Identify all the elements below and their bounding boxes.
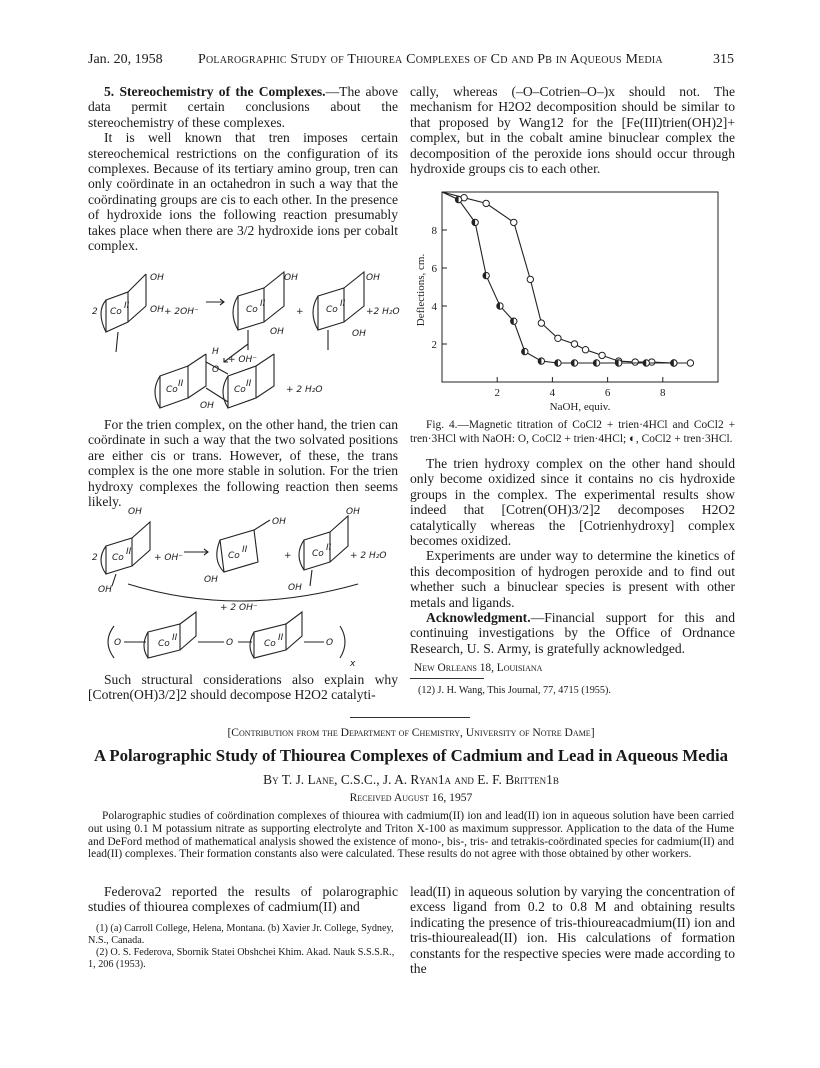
- svg-text:x: x: [350, 659, 356, 669]
- svg-text:2: 2: [92, 307, 98, 317]
- svg-text:II: II: [178, 379, 184, 389]
- article-right-column: [410, 884, 735, 976]
- col1-paragraph-2: It is well known that tren imposes certain stereochemical restrictions on the configuration of its complexes. Because of its tertiary amino group, tren can only coördinate in an octahedron in such a way that the coördinating groups are cis to each other. In the presence of hydroxide ions the following reaction presumably takes place when there are 3/2 hydroxide ions per cobalt complex.: [88, 130, 398, 254]
- svg-text:Co: Co: [264, 639, 276, 649]
- svg-text:OH: OH: [346, 507, 360, 517]
- y-tick-label-8: 8: [431, 225, 437, 237]
- svg-text:II: II: [124, 301, 130, 311]
- svg-text:Co: Co: [246, 305, 258, 315]
- svg-text:II: II: [278, 633, 284, 643]
- fig4-chart: [410, 184, 735, 412]
- svg-text:OH: OH: [272, 517, 286, 527]
- header-running-title: Polarographic Study of Thiourea Complexes of Cd and Pb in Aqueous Media: [198, 52, 663, 67]
- series-0-point-8: [582, 347, 588, 353]
- article-separator: [350, 717, 470, 718]
- place-line: New Orleans 18, Louisiana: [414, 662, 543, 675]
- svg-text:II: II: [172, 633, 178, 643]
- header-date: Jan. 20, 1958: [88, 52, 163, 67]
- footnote-rule: [410, 678, 484, 679]
- section-heading: 5. Stereochemistry of the Complexes.: [104, 84, 326, 99]
- series-0-point-14: [687, 360, 693, 366]
- x-tick-label-2: 2: [494, 387, 500, 399]
- y-tick-label-6: 6: [431, 263, 437, 275]
- series-0-point-7: [571, 341, 577, 347]
- svg-text:OH: OH: [270, 327, 284, 337]
- ack-heading: Acknowledgment.: [426, 610, 531, 626]
- series-0-point-6: [555, 335, 561, 341]
- x-tick-label-6: 6: [604, 387, 611, 399]
- svg-text:OH: OH: [204, 575, 218, 585]
- reaction-scheme-2: [88, 500, 403, 672]
- series-0-point-4: [527, 276, 533, 282]
- svg-text:Co: Co: [110, 307, 122, 317]
- col2-lower: Fig. 4.—Magnetic titration of CoCl2 + trien·4HCl and CoCl2 + tren·3HCl with NaOH: O, CoCl2 + trien·4HCl; ◐, CoCl2 + tren·3HCl. The trien hydroxy complex on the other hand should only become oxidized since it contains no cis hydroxide groups in the complex. The experimental results show indeed that [Cotren(OH)3/2]2 decomposes H2O2 catalytically whereas the [Cotrienhydroxy] complex becomes oxidized. Experiments are under way to determine the kinetics of this decomposition of hydrogen peroxide and to find out whether such a binuclear species is present with other metals and ligands. Acknowledgment.—Financial support for this and continuing investigations by the Office of Ordnance Research, U. S. Army, is gratefully acknowledged. New Orleans 18, Louisiana (12) J. H. Wang, This Journal, 77, 4715 (1955).: [410, 419, 735, 697]
- svg-text:OH: OH: [284, 273, 298, 283]
- series-0-point-9: [599, 352, 605, 358]
- col2-paragraph-3: Experiments are under way to determine the kinetics of this decomposition of hydrogen peroxide and to find out whether such a binuclear species is present with other metals and ligands.: [410, 548, 735, 610]
- x-tick-label-8: 8: [660, 387, 666, 399]
- svg-text:O: O: [326, 638, 334, 648]
- svg-text:+ OH⁻: + OH⁻: [228, 355, 258, 365]
- series-0-point-2: [483, 200, 489, 206]
- svg-text:O: O: [212, 365, 220, 375]
- col2-paragraph-1: cally, whereas (–O–Cotrien–O–)x should not. The mechanism for H2O2 decomposition should be similar to that proposed by Wang12 for the [Fe(III)trien(OH)2]+ complex, but in the cobalt amine binuclear complex the decomposition of the peroxide ions should occur through hydroxide groups cis to each other.: [410, 84, 735, 177]
- svg-text:+ OH⁻: + OH⁻: [154, 553, 184, 563]
- svg-text:OH: OH: [98, 585, 112, 595]
- col1-paragraph-4: Such structural considerations also explain why [Cotren(OH)3/2]2 should decompose H2O2 catalyti-: [88, 672, 398, 703]
- svg-text:OH: OH: [366, 273, 380, 283]
- svg-text:+: +: [296, 307, 304, 317]
- svg-text:II: II: [340, 299, 346, 309]
- header-page-number: 315: [713, 52, 734, 67]
- svg-text:Co: Co: [112, 553, 124, 563]
- article-body-right: lead(II) in aqueous solution by varying the concentration of excess ligand from 0.2 to 0.8 M and obtaining results indicating the presence of tris-thioureacadmium(II) ion and tris-thiourealead(II) ion. His calculations of formation constants for the respective species were made according to the: [410, 884, 735, 977]
- article-left-column: [88, 884, 398, 972]
- series-0-point-3: [511, 219, 517, 225]
- svg-text:OH: OH: [150, 305, 164, 315]
- svg-text:2: 2: [92, 553, 98, 563]
- svg-text:+ 2OH⁻: + 2OH⁻: [164, 307, 199, 317]
- svg-text:Co: Co: [312, 549, 324, 559]
- svg-text:O: O: [114, 638, 122, 648]
- col2-paragraph-2: The trien hydroxy complex on the other hand should only become oxidized since it contains no cis hydroxide groups in the complex. The experimental results show indeed that [Cotren(OH)3/2]2 decomposes H2O2 catalytically whereas the [Cotrienhydroxy] complex becomes oxidized.: [410, 456, 735, 549]
- series-0-line: [442, 192, 690, 363]
- chart-x-axis-label: NaOH, equiv.: [549, 401, 611, 412]
- svg-text:Co: Co: [234, 385, 246, 395]
- col1-paragraph-3: For the trien complex, on the other hand, the trien can coördinate in such a way that the two solvated positions are either cis or trans. However, of these, the trans complex is the one more stable in solution. For the trien hydroxy complexes the following reaction then seems likely.: [88, 417, 398, 510]
- y-tick-label-4: 4: [431, 301, 437, 313]
- series-0-point-5: [538, 320, 544, 326]
- svg-text:OH: OH: [352, 329, 366, 339]
- reaction-scheme-1: [88, 262, 403, 414]
- col1-middle-text: [88, 417, 398, 509]
- article-authors: By T. J. Lane, C.S.C., J. A. Ryan1a and E. F. Britten1b: [263, 772, 559, 787]
- svg-text:Co: Co: [158, 639, 170, 649]
- svg-text:Co: Co: [166, 385, 178, 395]
- footnote-2: (2) O. S. Federova, Sbornik Statei Obshchei Khim. Akad. Nauk S.S.S.R., 1, 206 (1953).: [88, 947, 395, 971]
- svg-text:II: II: [126, 547, 132, 557]
- svg-text:+ 2 H₂O: + 2 H₂O: [350, 551, 387, 561]
- svg-text:OH: OH: [128, 507, 142, 517]
- y-tick-label-2: 2: [431, 339, 437, 351]
- chart-y-axis-label: Deflections, cm.: [415, 253, 427, 327]
- x-tick-label-4: 4: [549, 387, 556, 399]
- abstract: Polarographic studies of coördination complexes of thiourea with cadmium(II) ion and lead(II) ion in aqueous solution have been carried out using 0.1 M potassium nitrate as supporting electrolyte and Triton X-100 as maximum suppressor. Application to the data of the Hume and DeFord method of mathematical analysis showed the existence of mono-, bis-, tris- and tetrakis-coördinated species for cadmium(II) and lead(II) complexes. Their formation constants also were calculated. These results do not agree with those obtained by other workers.: [88, 810, 734, 861]
- footnote-12: (12) J. H. Wang, This Journal, 77, 4715 (1955).: [418, 685, 611, 697]
- svg-text:+ 2 H₂O: + 2 H₂O: [286, 385, 323, 395]
- svg-text:+2 H₂O: +2 H₂O: [366, 307, 400, 317]
- series-0-point-11: [632, 359, 638, 365]
- footnote-1: (1) (a) Carroll College, Helena, Montana. (b) Xavier Jr. College, Sydney, N.S., Canada.: [88, 922, 394, 947]
- svg-text:OH: OH: [200, 401, 214, 411]
- contribution-line: [Contribution from the Department of Chemistry, University of Notre Dame]: [227, 726, 595, 739]
- col1-bottom-text: [88, 672, 398, 703]
- svg-text:Co: Co: [326, 305, 338, 315]
- chart-plot-frame: [442, 192, 718, 382]
- svg-text:Co: Co: [228, 551, 240, 561]
- svg-text:+: +: [284, 551, 292, 561]
- svg-text:II: II: [260, 299, 266, 309]
- svg-text:II: II: [326, 543, 332, 553]
- svg-text:II: II: [246, 379, 252, 389]
- col1-top-text: 5. Stereochemistry of the Complexes.—The above data permit certain conclusions about the stereochemistry of these complexes. It is well known that tren imposes certain stereochemical restrictions on the configuration of its complexes. Because of its tertiary amino group, tren can only coördinate in an octahedron in such a way that the coördinating groups are cis to each other. In the presence of hydroxide ions the following reaction presumably takes place when there are 3/2 hydroxide ions per cobalt complex.: [88, 84, 398, 254]
- figure-caption: Fig. 4.—Magnetic titration of CoCl2 + trien·4HCl and CoCl2 + tren·3HCl with NaOH: O, CoCl2 + trien·4HCl; ◐, CoCl2 + tren·3HCl.: [410, 419, 735, 445]
- svg-text:O: O: [226, 638, 234, 648]
- svg-text:OH: OH: [288, 583, 302, 593]
- svg-text:OH: OH: [150, 273, 164, 283]
- svg-text:II: II: [242, 545, 248, 555]
- received-date: Received August 16, 1957: [349, 791, 473, 804]
- article-title: A Polarographic Study of Thiourea Complexes of Cadmium and Lead in Aqueous Media: [93, 746, 729, 765]
- svg-text:+ 2 OH⁻: + 2 OH⁻: [220, 603, 258, 613]
- svg-text:H: H: [212, 347, 219, 357]
- col2-top-text: [410, 84, 735, 176]
- article-body-left: Federova2 reported the results of polarographic studies of thiourea complexes of cadmium(II) and: [88, 884, 398, 915]
